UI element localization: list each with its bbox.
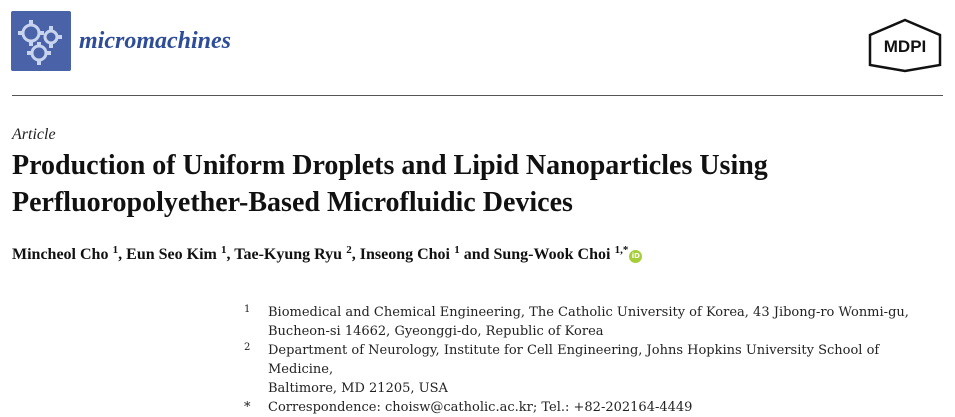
gears-logo-icon: [11, 11, 71, 71]
affiliation-item: [244, 341, 944, 398]
affiliation-text: Biomedical and Chemical Engineering, The Catholic University of Korea, 43 Jibong-ro Wonmi-gu,: [268, 305, 909, 320]
author-name[interactable]: Inseong Choi: [359, 246, 450, 263]
author-name[interactable]: Tae-Kyung Ryu: [234, 246, 343, 263]
affiliation-text: Baltimore, MD 21205, USA: [268, 381, 448, 396]
author-affil-mark: 1: [112, 244, 119, 256]
article-type: Article: [12, 126, 56, 143]
affiliation-mark: 2: [244, 342, 251, 353]
affiliation-text: Department of Neurology, Institute for Cell Engineering, Johns Hopkins University School of Medicine,: [268, 343, 880, 377]
article-title: [12, 147, 947, 221]
affiliations: [244, 303, 944, 417]
separator: ,: [118, 246, 127, 263]
author-list: [12, 244, 642, 264]
author-name[interactable]: Eun Seo Kim: [126, 246, 217, 263]
separator: ,: [226, 246, 235, 263]
author-affil-mark: 1: [221, 244, 227, 256]
correspondence-text[interactable]: Correspondence: choisw@catholic.ac.kr; Tel.: +82-202164-4449: [268, 400, 693, 415]
separator: ,: [351, 246, 360, 263]
journal-name: micromachines: [79, 28, 232, 54]
orcid-icon[interactable]: iD: [629, 250, 642, 263]
header-divider: [12, 95, 943, 96]
author-name[interactable]: Mincheol Cho: [12, 246, 109, 263]
publisher-name: MDPI: [883, 37, 927, 56]
author-affil-mark: 1: [454, 244, 460, 256]
author-affil-mark: 2: [346, 244, 352, 256]
author-affil-mark: 1,*: [614, 244, 629, 256]
affiliation-item: [244, 303, 944, 341]
title-line: Production of Uniform Droplets and Lipid Nanoparticles Using: [12, 150, 768, 181]
author-name[interactable]: Sung-Wook Choi: [493, 246, 611, 263]
correspondence-mark: *: [244, 400, 251, 415]
affiliation-mark: 1: [244, 304, 251, 315]
mdpi-logo-icon: [866, 18, 944, 73]
title-line: Perfluoropolyether-Based Microfluidic Devices: [12, 187, 573, 218]
separator: and: [459, 246, 494, 263]
journal-logo: [11, 11, 71, 71]
affiliation-text: Bucheon-si 14662, Gyeonggi-do, Republic of Korea: [268, 324, 604, 339]
